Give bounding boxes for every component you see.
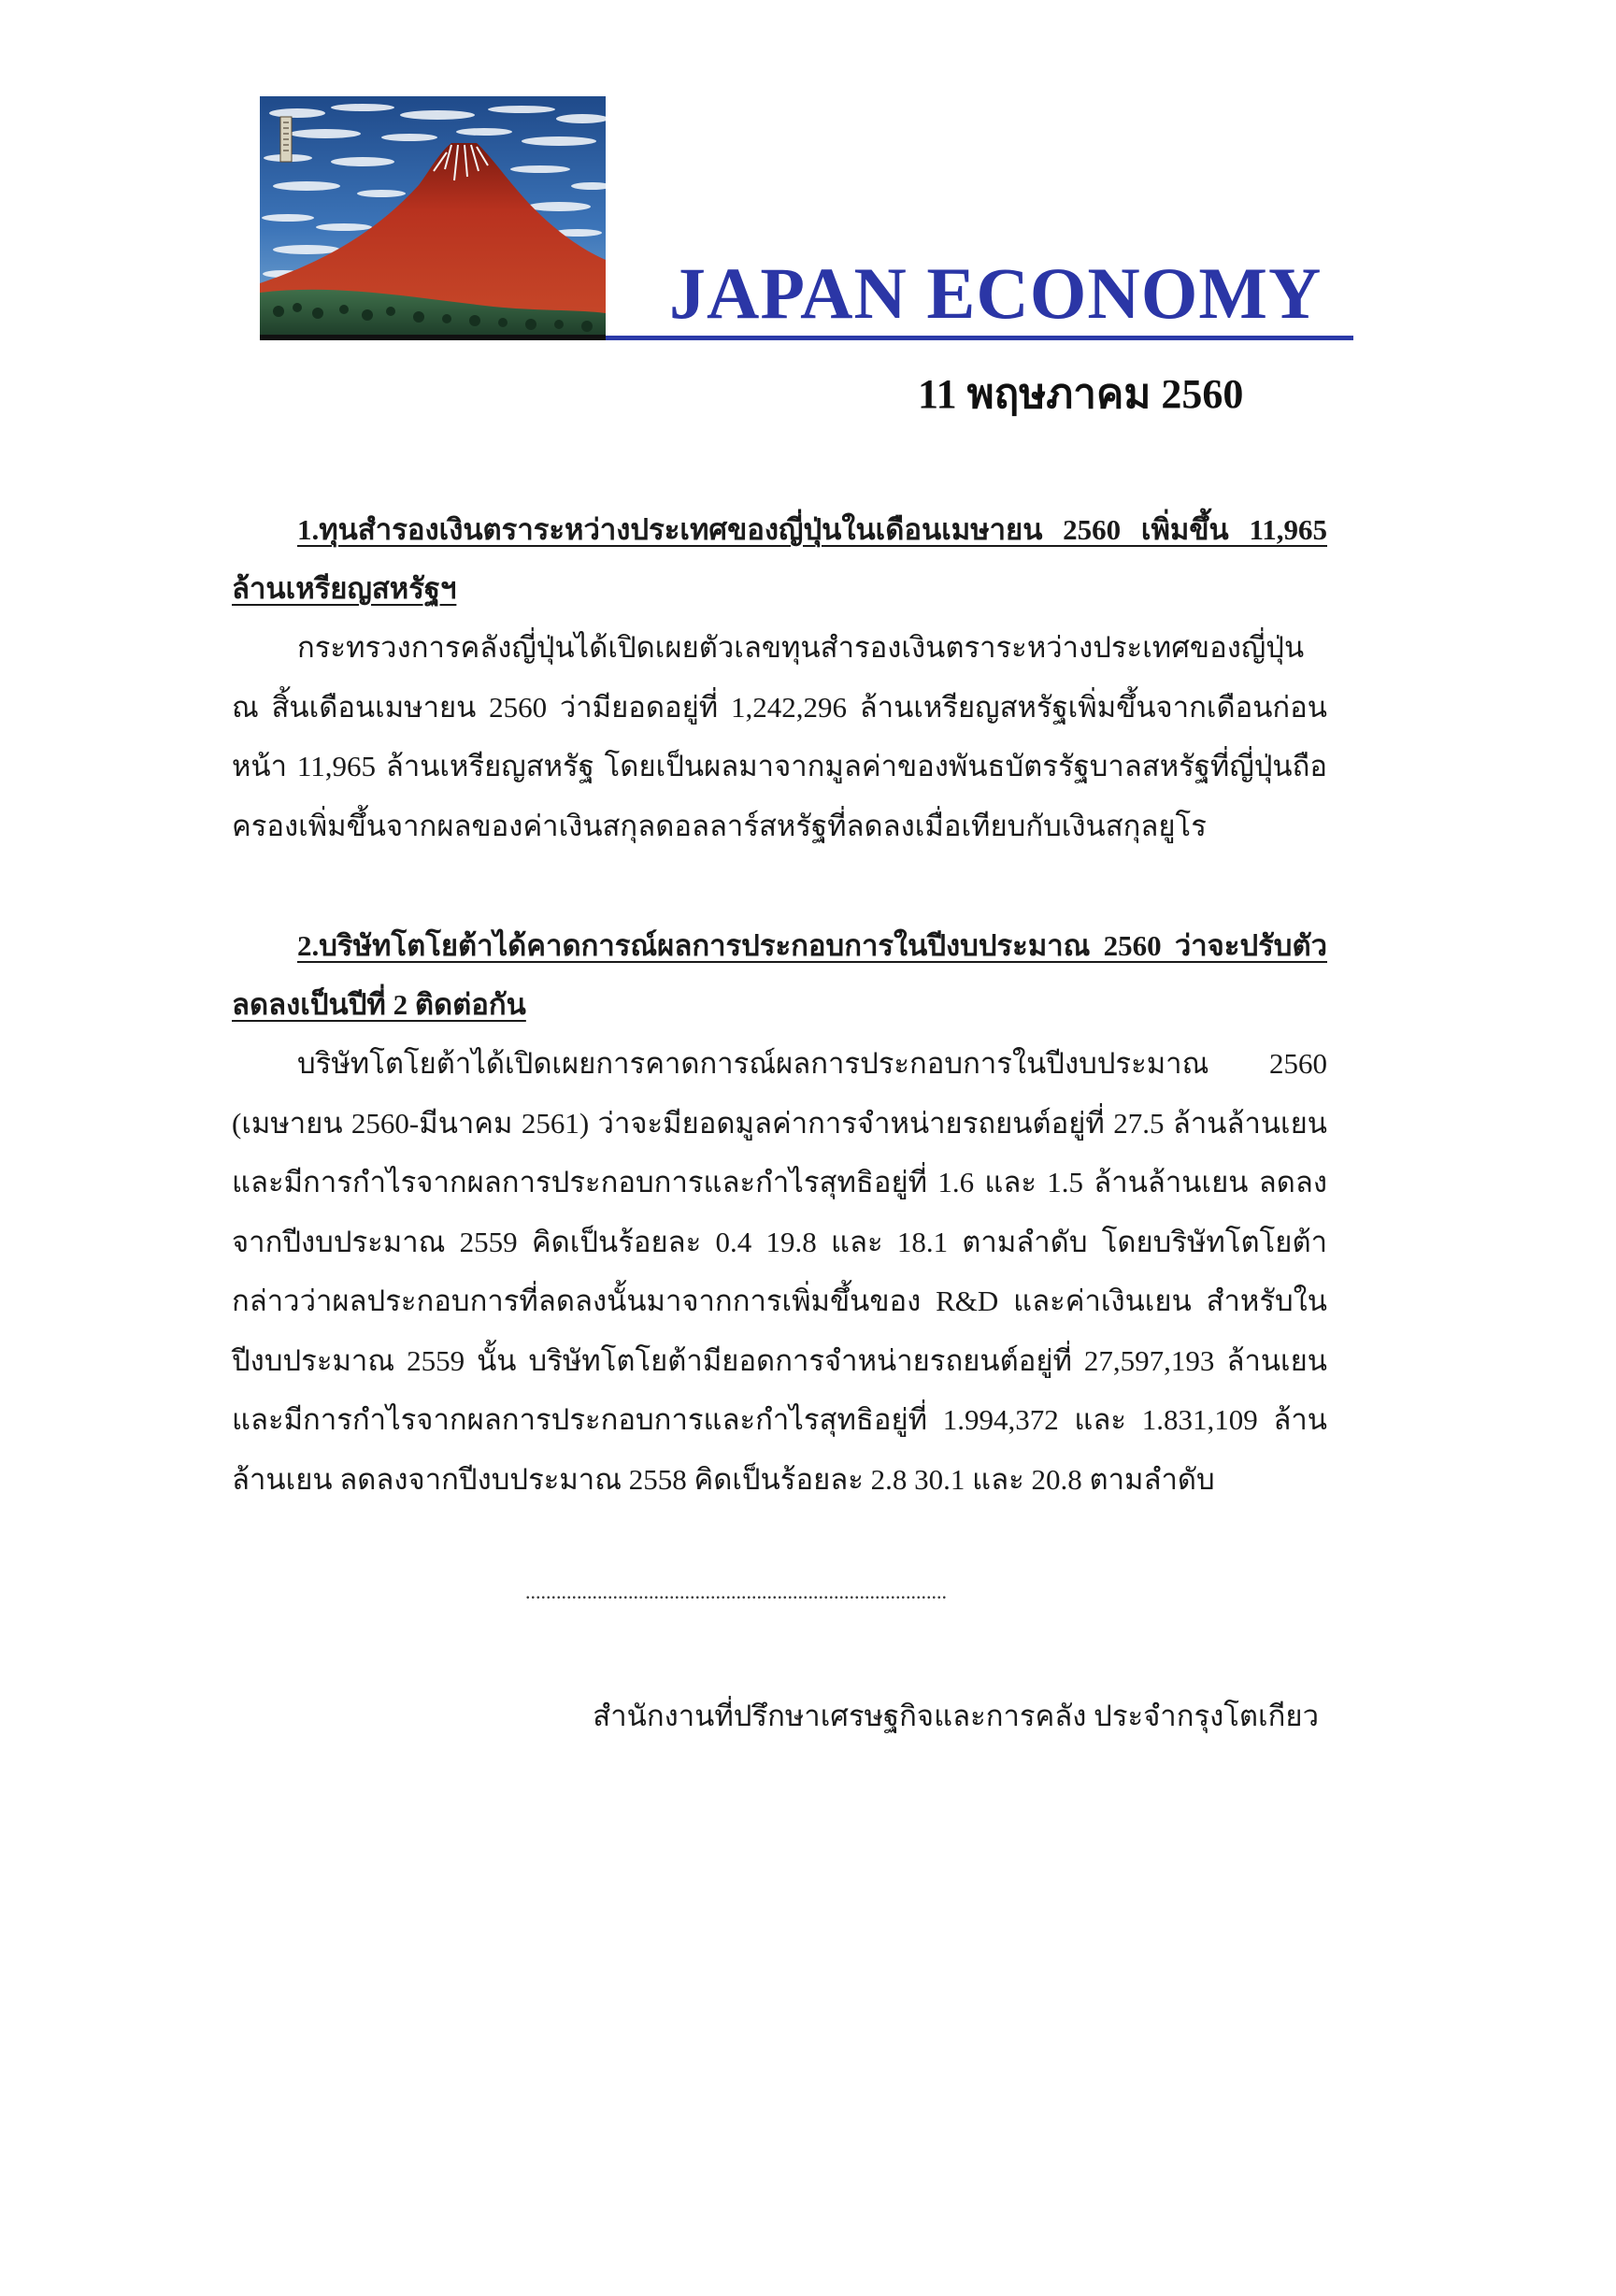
article-2 (232, 916, 1327, 1509)
issue-date: 11 พฤษภาคม 2560 (918, 371, 1244, 417)
header-rule-blue (606, 336, 1353, 340)
article-1-body: กระทรวงการคลังญี่ปุ่นได้เปิดเผยตัวเลขทุนสำรองเงินตราระหว่างประเทศของญี่ปุ่น ณ สิ้นเดือนเมษายน 2560 ว่ามียอดอยู่ที่ 1,242,296 ล้านเหรียญสหรัฐเพิ่มขึ้นจากเดือนก่อนหน้า 11,965 ล้านเหรียญสหรัฐ โดยเป็นผลมาจากมูลค่าของพันธบัตรรัฐบาลสหรัฐที่ญี่ปุ่นถือครองเพิ่มขึ้นจากผลของค่าเงินสกุลดอลลาร์สหรัฐที่ลดลงเมื่อเทียบกับเงินสกุลยูโร (232, 631, 1327, 842)
article-2-body: บริษัทโตโยต้าได้เปิดเผยการคาดการณ์ผลการประกอบการในปีงบประมาณ 2560 (เมษายน 2560-มีนาคม 2561) ว่าจะมียอดมูลค่าการจำหน่ายรถยนต์อยู่ที่ 27.5 ล้านล้านเยน และมีการกำไรจากผลการประกอบการและกำไรสุทธิอยู่ที่ 1.6 และ 1.5 ล้านล้านเยน ลดลงจากปีงบประมาณ 2559 คิดเป็นร้อยละ 0.4 19.8 และ 18.1 ตามลำดับ โดยบริษัทโตโยต้ากล่าวว่าผลประกอบการที่ลดลงนั้นมาจากการเพิ่มขึ้นของ R&D และค่าเงินเยน สำหรับในปีงบประมาณ 2559 นั้น บริษัทโตโยต้ามียอดการจำหน่ายรถยนต์อยู่ที่ 27,597,193 ล้านเยน และมีการกำไรจากผลการประกอบการและกำไรสุทธิอยู่ที่ 1.994,372 และ 1.831,109 ล้านล้านเยน ลดลงจากปีงบประมาณ 2558 คิดเป็นร้อยละ 2.8 30.1 และ 20.8 ตามลำดับ (232, 1047, 1327, 1496)
article-1 (232, 500, 1327, 855)
footer-separator: .................................................................................. (525, 1580, 947, 1603)
footer-organization: สำนักงานที่ปรึกษาเศรษฐกิจและการคลัง ประจำกรุงโตเกียว (593, 1700, 1319, 1732)
article-2-heading: 2.บริษัทโตโยต้าได้คาดการณ์ผลการประกอบการในปีงบประมาณ 2560 ว่าจะปรับตัวลดลงเป็นปีที่ 2 ติดต่อกัน (232, 929, 1327, 1021)
header-woodblock-image (260, 96, 606, 335)
article-1-heading: 1.ทุนสำรองเงินตราระหว่างประเทศของญี่ปุ่นในเดือนเมษายน 2560 เพิ่มขึ้น 11,965 ล้านเหรียญสหรัฐฯ (232, 513, 1327, 605)
header-rule-dark (260, 335, 606, 340)
newsletter-title: JAPAN ECONOMY (669, 252, 1323, 334)
